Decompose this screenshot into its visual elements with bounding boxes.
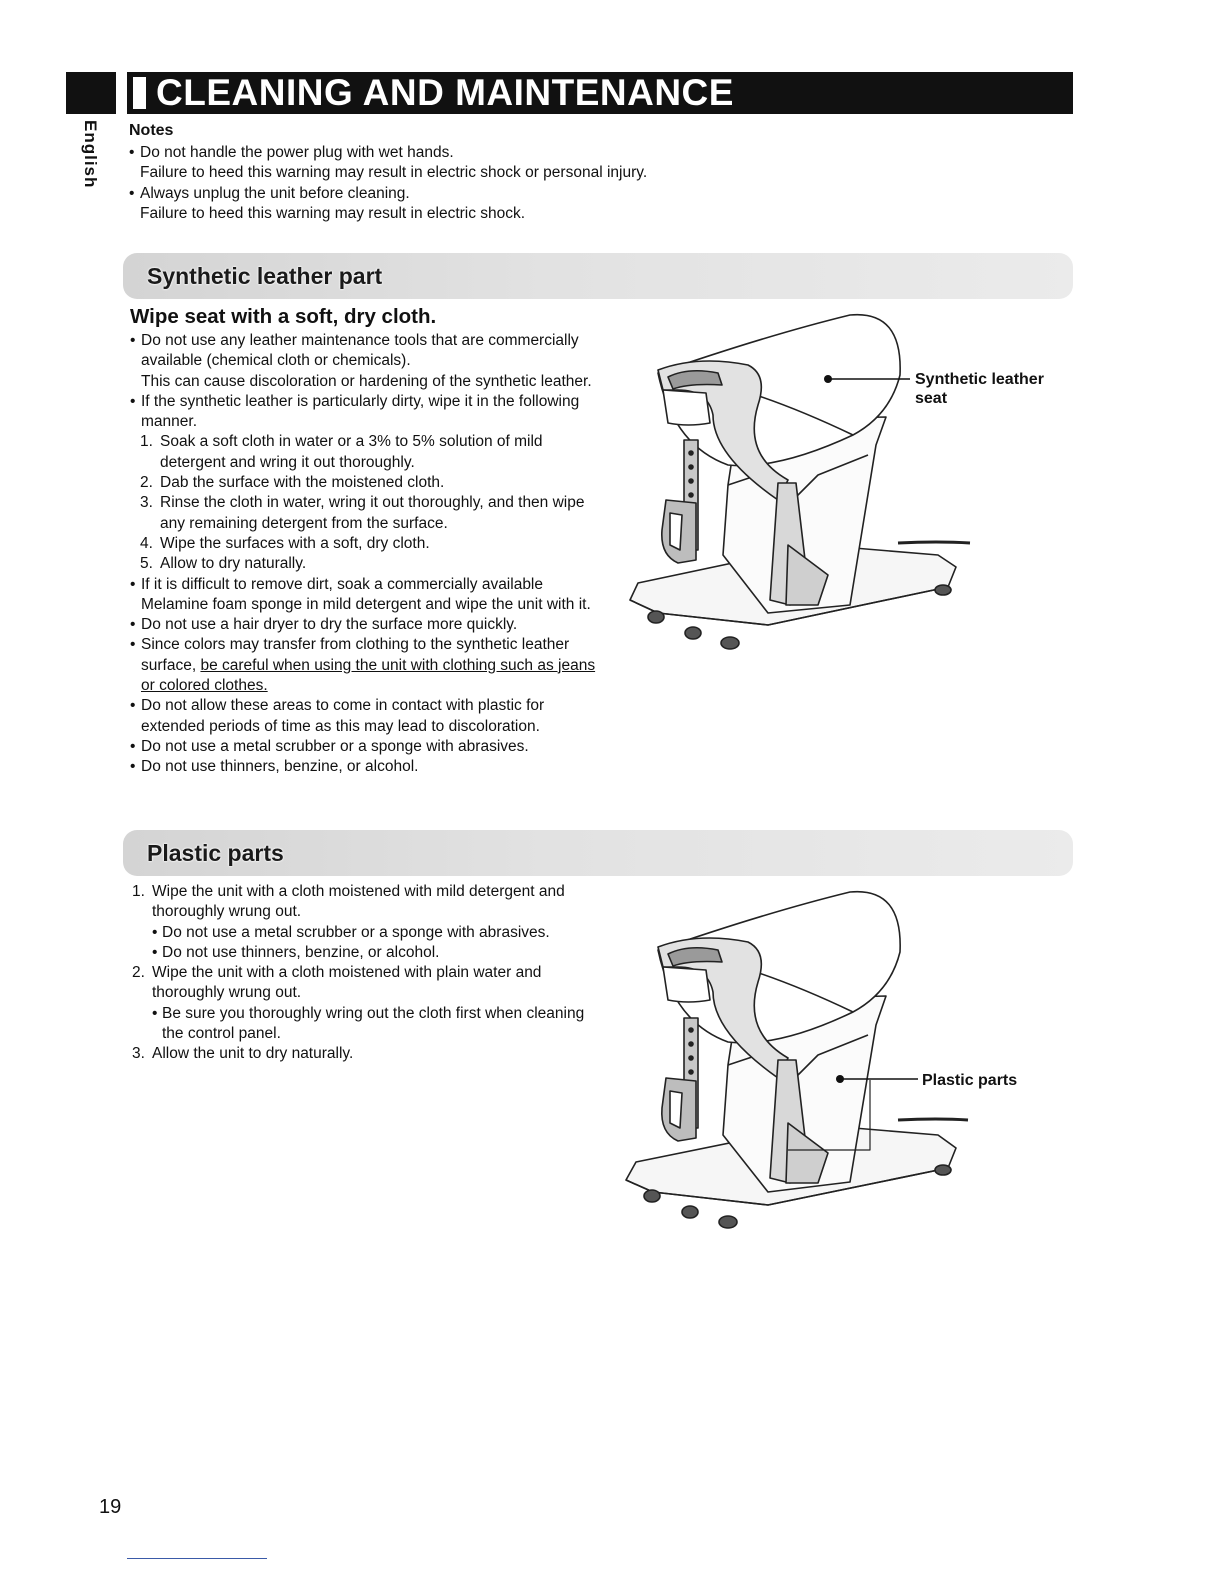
synthetic-instructions [130,331,600,778]
instruction-step: 3. Rinse the cloth in water, wring it out thoroughly, and then wipe any remaining detergent from the surface. [140,494,585,532]
underlined-caution: be careful when using the unit with clothing such as jeans or colored clothes. [141,656,596,695]
section-band-plastic [123,830,1073,876]
instruction-bullet: • Since colors may transfer from clothing to the synthetic leather surface, be careful when using the unit with clothing such as jeans or colored clothes. [130,635,600,696]
notes-item: • Do not handle the power plug with wet hands. [129,143,829,164]
instruction-bullet: • Do not use a hair dryer to dry the surface more quickly. [130,615,600,635]
instruction-bullet: • Do not use thinners, benzine, or alcohol. [130,943,600,963]
massage-seat-illustration-synthetic [618,305,978,660]
notes-item: Failure to heed this warning may result in electric shock or personal injury. [140,164,648,181]
language-side-tab: English [81,120,100,189]
instruction-bullet: • Do not use any leather maintenance tools that are commercially available (chemical cloth or chemicals). [130,331,600,372]
instruction-step: 3. Allow the unit to dry naturally. [132,1045,354,1063]
notes-heading: Notes [129,122,174,139]
instruction-bullet: • If the synthetic leather is particularly dirty, wipe it in the following manner. [130,392,600,433]
page-title: CLEANING AND MAINTENANCE [156,72,734,113]
section-band-label: Synthetic leather part [147,262,383,289]
instruction-step: 5. Allow to dry naturally. [140,555,307,573]
instruction-step: 2. Dab the surface with the moistened cloth. [140,474,445,492]
instruction-step: 1. Wipe the unit with a cloth moistened with mild detergent and thoroughly wrung out. [132,883,565,921]
header-bar [127,72,1073,114]
instruction-bullet: • Do not use a metal scrubber or a sponge with abrasives. [130,737,600,757]
instruction-step: 1. Soak a soft cloth in water or a 3% to 5% solution of mild detergent and wring it out thoroughly. [140,433,543,471]
instruction-step: 4. Wipe the surfaces with a soft, dry cloth. [140,534,430,552]
header-black-block [66,72,116,114]
instruction-bullet: • Do not use a metal scrubber or a sponge with abrasives. [130,923,600,943]
header-marker [133,77,146,109]
callout-plastic-parts: Plastic parts [922,1072,1018,1089]
synthetic-heading: Wipe seat with a soft, dry cloth. [130,305,437,328]
instruction-bullet: • Do not use thinners, benzine, or alcohol. [130,757,600,777]
notes-item: Failure to heed this warning may result in electric shock. [140,205,526,222]
instruction-bullet: • Do not allow these areas to come in contact with plastic for extended periods of time as this may lead to discoloration. [130,696,600,737]
instruction-bullet: • Be sure you thoroughly wring out the cloth first when cleaning the control panel. [130,1004,600,1045]
massage-seat-illustration-plastic [618,880,978,1235]
notes-item: • Always unplug the unit before cleaning. [129,184,829,205]
plastic-instructions [130,882,600,1065]
instruction-bullet: • If it is difficult to remove dirt, soak a commercially available Melamine foam sponge in mild detergent and wipe the unit with it. [130,575,600,616]
section-band-label: Plastic parts [147,839,284,866]
page-number: 19 [99,1496,122,1518]
footer-rule [127,1558,267,1559]
section-band-synthetic-leather [123,253,1073,299]
callout-synthetic-leather-seat: Synthetic leather seat [915,371,1044,407]
instruction-step: 2. Wipe the unit with a cloth moistened with plain water and thoroughly wrung out. [132,964,542,1002]
instruction-note: This can cause discoloration or hardening of the synthetic leather. [141,372,592,390]
notes-section [129,121,829,225]
